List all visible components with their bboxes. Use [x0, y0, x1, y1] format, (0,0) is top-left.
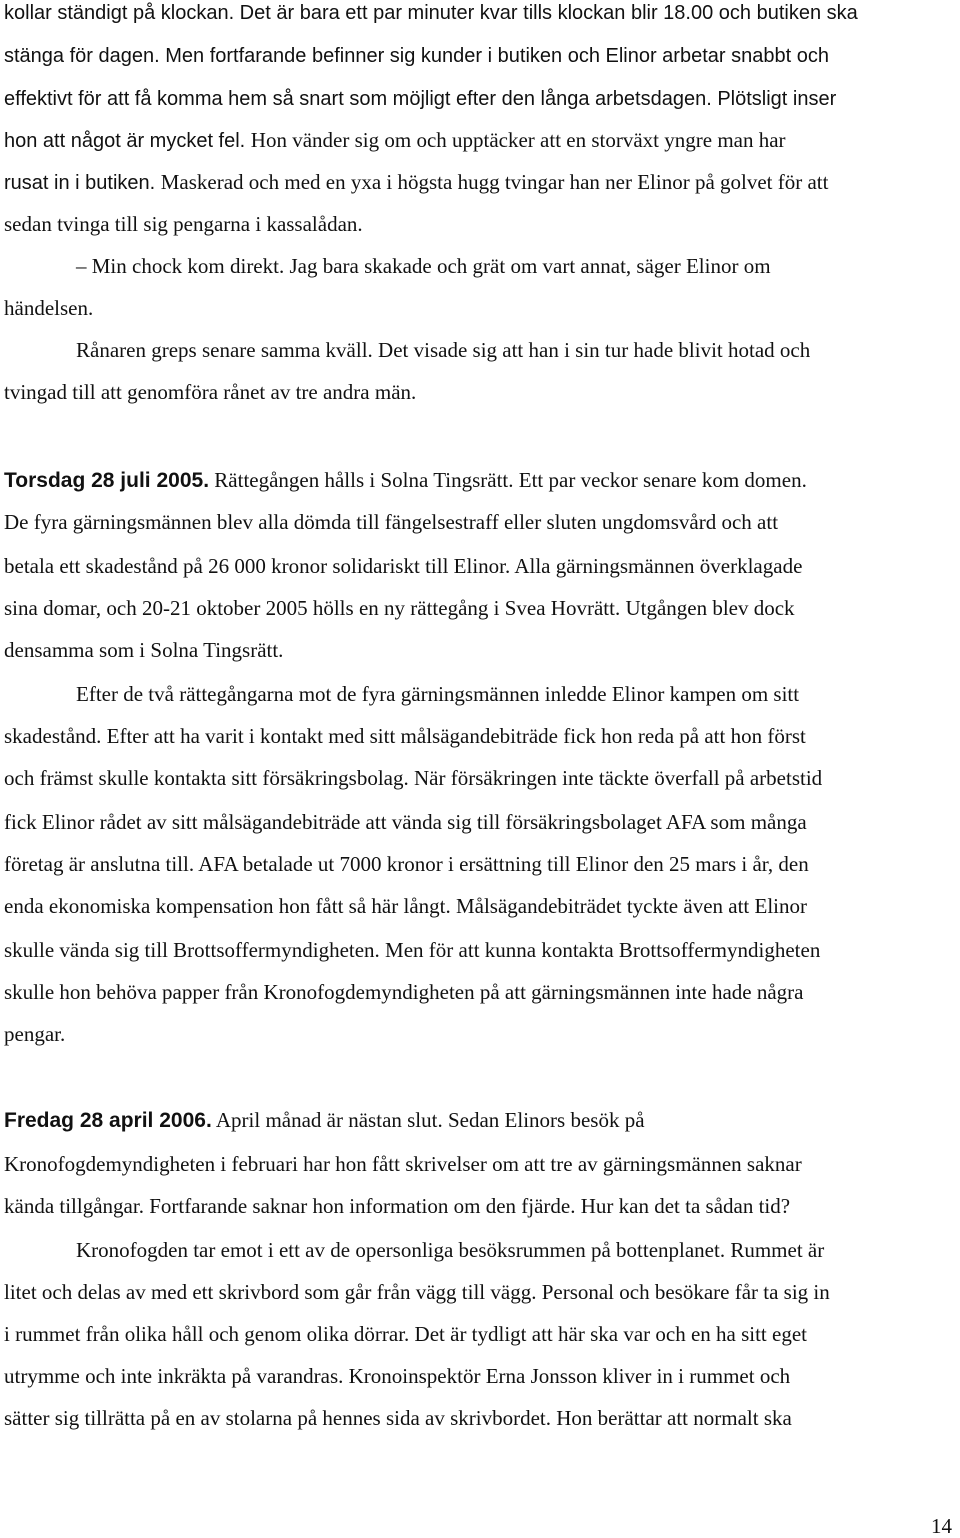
text-segment: händelsen.	[4, 296, 94, 320]
text-line	[4, 640, 283, 661]
text-segment: Kronofogden tar emot i ett av de opersonliga besöksrummen på bottenplanet. Rummet är	[76, 1238, 825, 1262]
text-segment: densamma som i Solna Tingsrätt.	[4, 638, 284, 662]
page-number: 14	[931, 1514, 952, 1538]
text-segment: sedan tvinga till sig pengarna i kassalådan.	[4, 212, 363, 236]
text-segment: sätter sig tillrätta på en av stolarna på hennes sida av skrivbordet. Hon berättar att normalt ska	[4, 1406, 792, 1430]
text-line	[4, 45, 829, 66]
text-segment: sina domar, och 20-21 oktober 2005 hölls en ny rättegång i Svea Hovrätt. Utgången blev dock	[4, 596, 795, 620]
text-line	[4, 1408, 792, 1429]
text-line	[4, 940, 820, 961]
text-line	[4, 1196, 790, 1217]
text-line	[4, 556, 802, 577]
text-line	[4, 598, 795, 619]
text-line	[4, 1154, 802, 1175]
text-segment: – Min chock kom direkt. Jag bara skakade och grät om vart annat, säger Elinor om	[76, 254, 771, 278]
text-segment: De fyra gärningsmännen blev alla dömda till fängelsestraff eller sluten ungdomsvård och att	[4, 510, 779, 534]
text-line	[4, 470, 807, 491]
text-line	[4, 1024, 65, 1045]
text-segment: pengar.	[4, 1022, 66, 1046]
text-line	[4, 1324, 807, 1345]
text-line	[76, 1240, 824, 1261]
text-line	[4, 2, 858, 23]
text-line	[4, 172, 828, 193]
text-line	[76, 684, 799, 705]
text-segment: hon att något är mycket fel.	[4, 130, 251, 152]
text-segment: April månad är nästan slut. Sedan Elinors besök på	[211, 1108, 645, 1132]
text-line	[4, 768, 822, 789]
text-line	[4, 854, 809, 875]
date-heading: Torsdag 28 juli 2005.	[4, 469, 210, 492]
text-segment: kända tillgångar. Fortfarande saknar hon information om den fjärde. Hur kan det ta sådan tid?	[4, 1194, 791, 1218]
text-segment: Efter de två rättegångarna mot de fyra gärningsmännen inledde Elinor kampen om sitt	[76, 682, 800, 706]
text-segment: betala ett skadestånd på 26 000 kronor solidariskt till Elinor. Alla gärningsmännen överklagade	[4, 554, 803, 578]
text-segment: kollar ständigt på klockan. Det är bara ett par minuter kvar tills klockan blir 18.00 och butiken ska	[4, 2, 858, 24]
text-line	[4, 1282, 830, 1303]
text-segment: Rättegången hålls i Solna Tingsrätt. Ett par veckor senare kom domen.	[209, 468, 807, 492]
date-heading: Fredag 28 april 2006.	[4, 1109, 212, 1132]
text-line	[4, 130, 786, 151]
text-segment: skulle hon behöva papper från Kronofogdemyndigheten på att gärningsmännen inte hade några	[4, 980, 804, 1004]
text-segment: i rummet från olika håll och genom olika dörrar. Det är tydligt att här ska var och en ha sitt eget	[4, 1322, 807, 1346]
text-line	[4, 512, 778, 533]
text-line	[4, 88, 836, 109]
text-segment: skadestånd. Efter att ha varit i kontakt med sitt målsägandebiträde fick hon reda på att hon först	[4, 724, 806, 748]
text-line	[4, 1110, 645, 1131]
text-segment: Maskerad och med en yxa i högsta hugg tvingar han ner Elinor på golvet för att	[160, 170, 829, 194]
text-segment: Kronofogdemyndigheten i februari har hon fått skrivelser om att tre av gärningsmännen saknar	[4, 1152, 802, 1176]
text-line	[4, 382, 416, 403]
text-segment: skulle vända sig till Brottsoffermyndigheten. Men för att kunna kontakta Brottsoffermyndigheten	[4, 938, 821, 962]
text-segment: fick Elinor rådet av sitt målsägandebiträde att vända sig till försäkringsbolaget AFA som många	[4, 810, 807, 834]
text-segment: stänga för dagen. Men fortfarande befinner sig kunder i butiken och Elinor arbetar snabbt och	[4, 45, 829, 67]
text-segment: utrymme och inte inkräkta på varandras. Kronoinspektör Erna Jonsson kliver in i rummet och	[4, 1364, 791, 1388]
text-line	[4, 726, 806, 747]
text-segment: rusat in i butiken.	[4, 172, 161, 194]
text-segment: enda ekonomiska kompensation hon fått så här långt. Målsägandebiträdet tyckte även att Elinor	[4, 894, 808, 918]
text-segment: och främst skulle kontakta sitt försäkringsbolag. När försäkringen inte täckte överfall på arbetstid	[4, 766, 823, 790]
text-line	[4, 982, 804, 1003]
text-segment: företag är anslutna till. AFA betalade ut 7000 kronor i ersättning till Elinor den 25 mars i år, den	[4, 852, 809, 876]
text-line	[4, 1366, 790, 1387]
text-segment: tvingad till att genomföra rånet av tre andra män.	[4, 380, 417, 404]
text-segment: litet och delas av med ett skrivbord som går från vägg till vägg. Personal och besökare får ta sig in	[4, 1280, 830, 1304]
text-segment: Hon vänder sig om och upptäcker att en storväxt yngre man har	[250, 128, 786, 152]
text-line	[4, 896, 807, 917]
text-segment: Rånaren greps senare samma kväll. Det visade sig att han i sin tur hade blivit hotad och	[76, 338, 811, 362]
text-line	[76, 256, 771, 277]
text-line	[4, 812, 807, 833]
text-segment: effektivt för att få komma hem så snart som möjligt efter den långa arbetsdagen. Plötsligt inser	[4, 88, 837, 110]
text-line	[4, 214, 363, 235]
text-line	[4, 298, 93, 319]
text-line	[76, 340, 810, 361]
